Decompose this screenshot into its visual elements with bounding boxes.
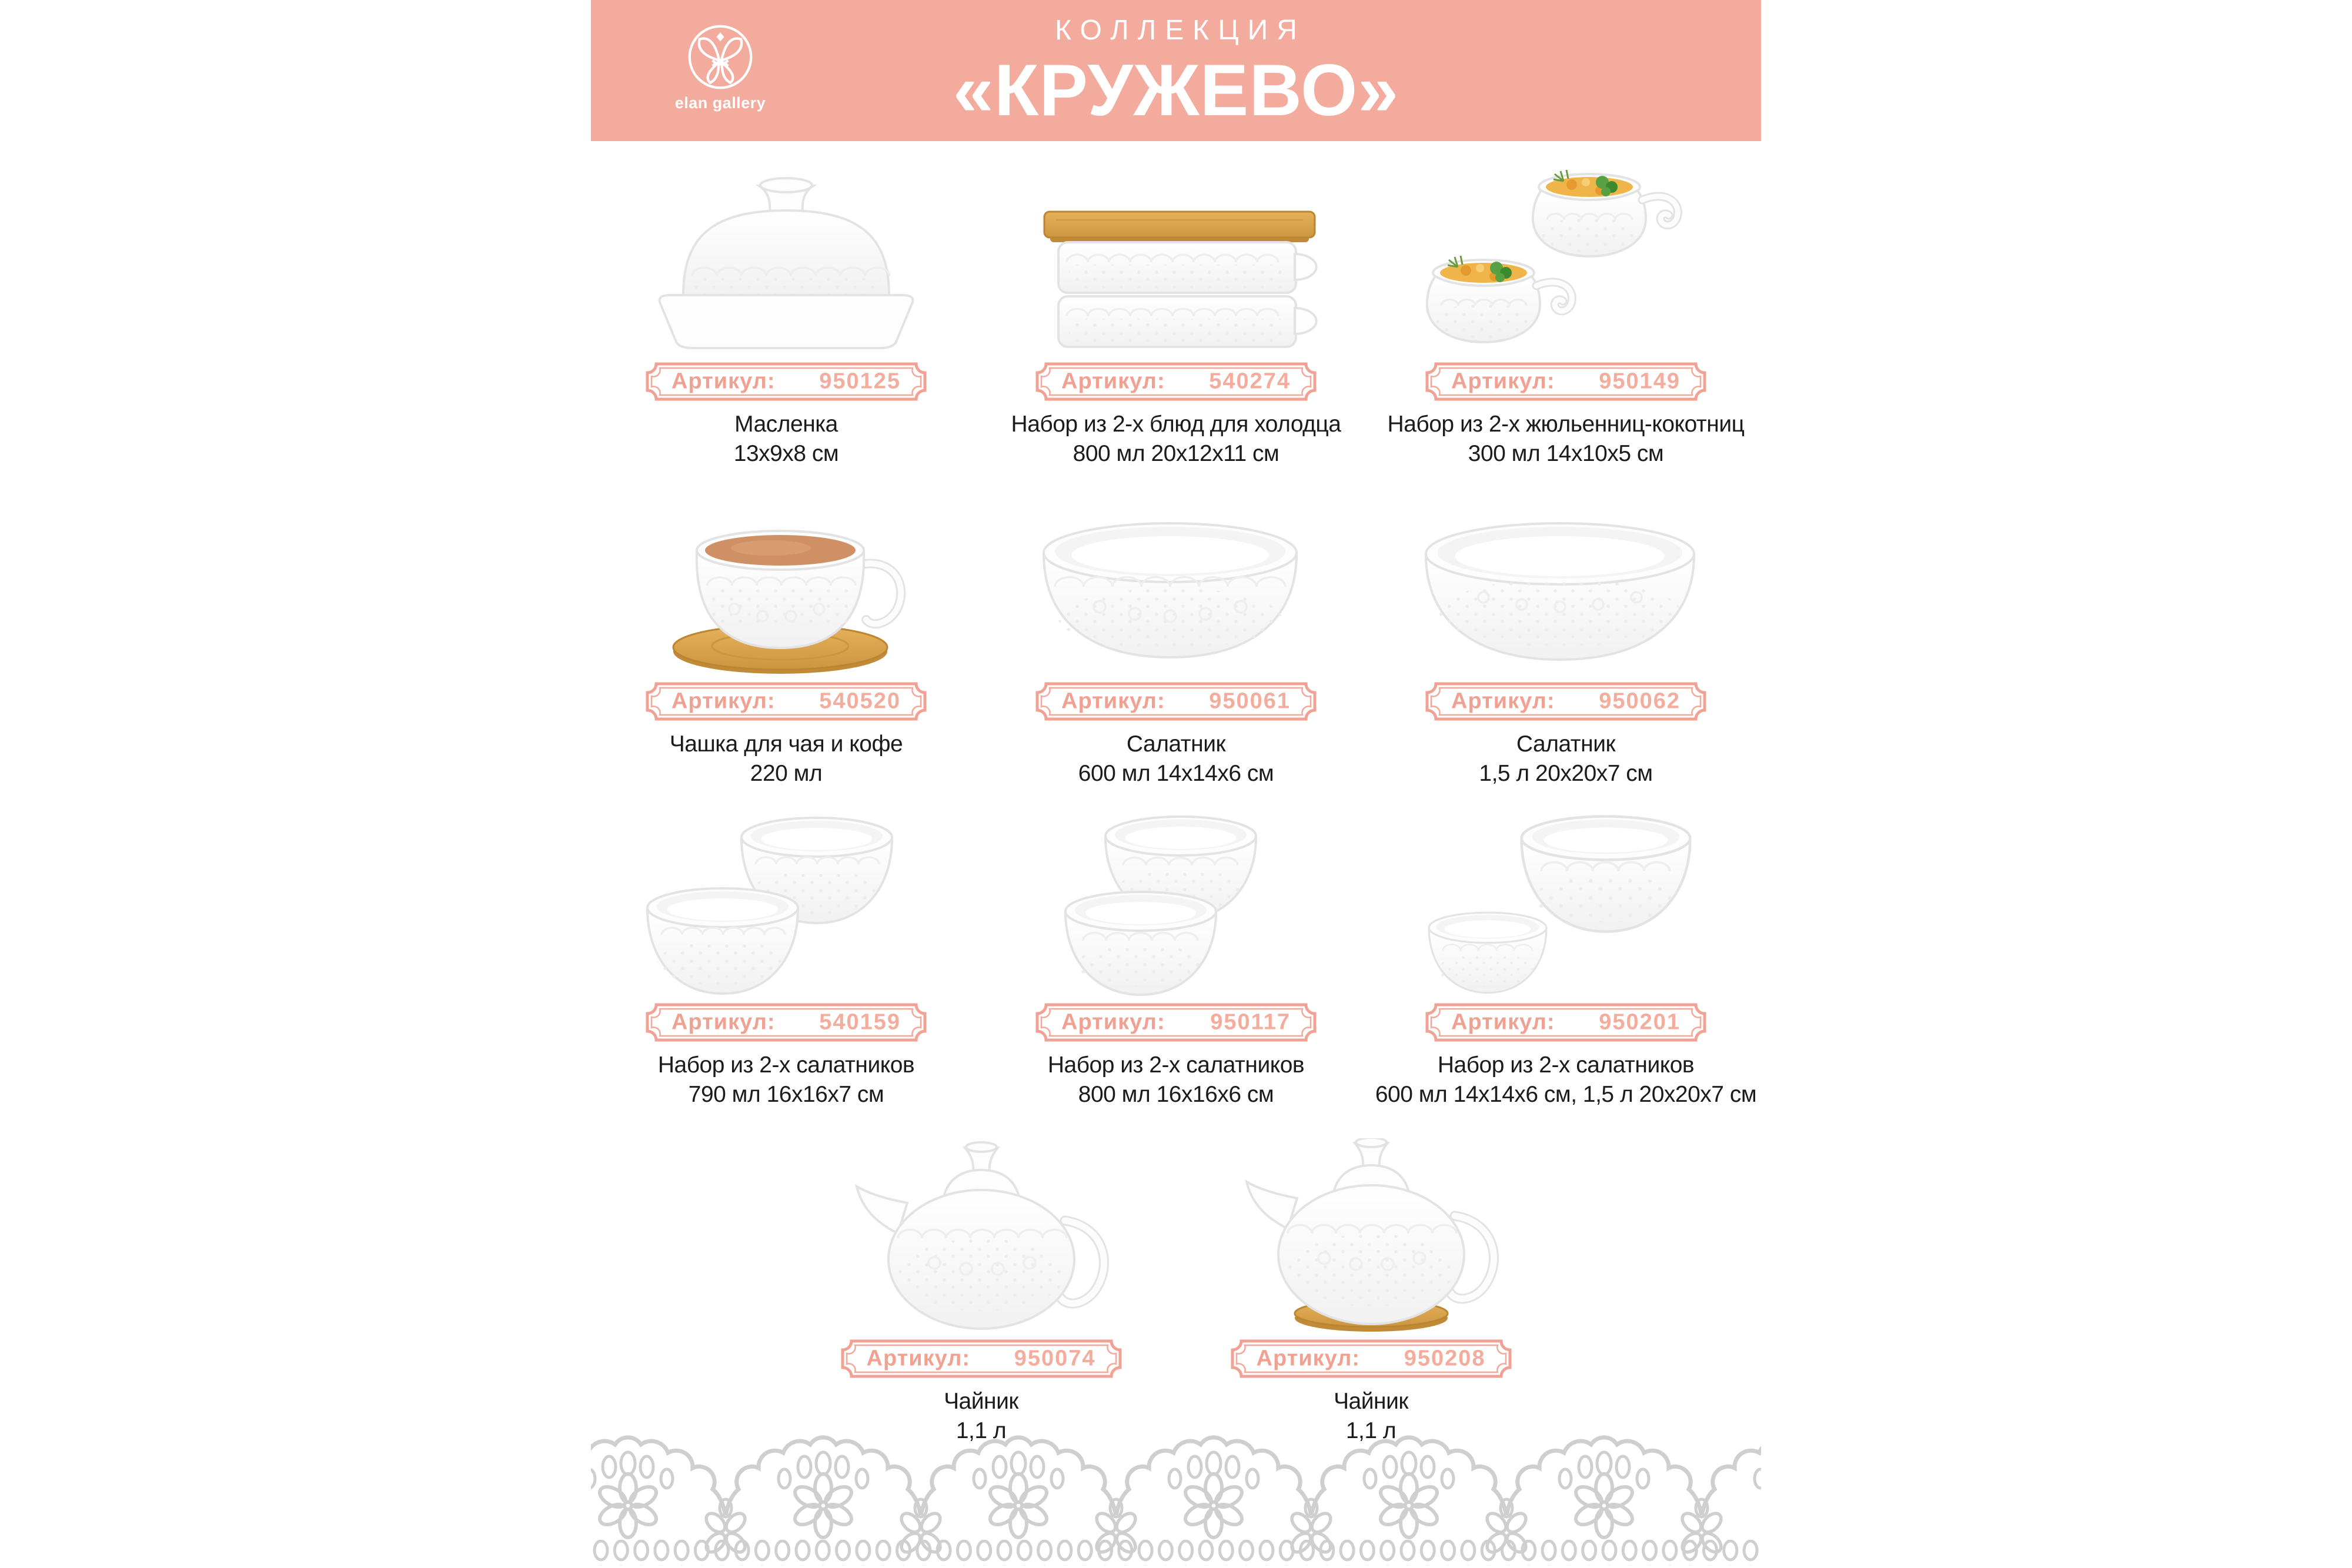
product-image-salad-bowl-1500 [1384,503,1748,675]
article-badge [1034,1002,1318,1043]
article-badge [840,1338,1123,1379]
product-image-teapot [799,1138,1164,1332]
article-badge [1424,681,1708,722]
article-label: Артикул: [1256,1346,1361,1371]
product-dims: 600 мл 14х14х6 см [1078,761,1274,786]
product-dims: 1,5 л 20х20х7 см [1479,761,1653,786]
product-dims: 790 мл 16х16х7 см [688,1082,884,1107]
product-card [1371,503,1761,787]
article-label: Артикул: [1451,1009,1555,1035]
header-banner [591,0,1761,141]
product-name: Набор из 2-х жюльенниц-кокотниц [1387,412,1745,437]
article-badge [1424,1002,1708,1043]
product-name: Чашка для чая и кофе [669,731,903,757]
product-card [786,1138,1176,1444]
article-number: 950061 [1209,688,1291,714]
article-label: Артикул: [671,688,776,714]
product-dims: 800 мл 16х16х6 см [1078,1082,1274,1107]
article-number: 950117 [1210,1009,1291,1035]
article-number: 950201 [1599,1009,1681,1035]
product-row-2 [591,503,1761,787]
product-card [981,809,1371,1108]
article-badge [1230,1338,1513,1379]
product-image-bowl-set-a [604,809,968,996]
product-row-3 [591,809,1761,1108]
article-label: Артикул: [1061,1009,1165,1035]
product-name: Набор из 2-х салатников [657,1052,915,1078]
product-name: Чайник [1334,1389,1408,1414]
product-card [1176,1138,1566,1444]
article-label: Артикул: [1061,369,1165,394]
article-label: Артикул: [671,1009,776,1035]
product-image-bowl-set-b [994,809,1358,996]
article-label: Артикул: [866,1346,971,1371]
product-dims: 800 мл 20х12х11 см [1073,441,1279,466]
product-image-tea-cup [604,503,968,675]
collection-label: КОЛЛЕКЦИЯ [1055,15,1306,46]
product-card [592,809,981,1108]
product-name: Набор из 2-х блюд для холодца [1011,412,1341,437]
article-number: 540520 [819,688,901,714]
article-number: 950062 [1599,688,1681,714]
article-label: Артикул: [1451,369,1555,394]
article-badge [1424,361,1708,402]
product-image-cold-dish-set [994,161,1358,355]
product-dims: 1,1 л [956,1418,1007,1443]
product-row-4 [591,1138,1761,1444]
product-image-butter-dish [604,161,968,355]
product-image-cocotte-set [1384,161,1748,355]
product-image-salad-bowl-600 [994,503,1358,675]
article-badge [644,681,928,722]
product-dims: 1,1 л [1345,1418,1396,1443]
product-name: Салатник [1516,731,1616,757]
product-dims: 220 мл [750,761,823,786]
product-dims: 13х9х8 см [733,441,839,466]
product-card [981,503,1371,787]
article-number: 540274 [1209,369,1291,394]
product-row-1 [591,161,1761,467]
article-label: Артикул: [1451,688,1555,714]
product-name: Набор из 2-х салатников [1437,1052,1695,1078]
product-card [592,161,981,467]
butterfly-logo-icon [687,24,754,91]
article-label: Артикул: [671,369,776,394]
article-badge [644,1002,928,1043]
product-name: Салатник [1126,731,1226,757]
product-name: Чайник [944,1389,1018,1414]
brand-name: elan gallery [674,94,766,112]
product-card [592,503,981,787]
lace-border-decoration [591,1434,1761,1566]
brand-logo [673,24,767,112]
product-name: Набор из 2-х салатников [1047,1052,1305,1078]
product-dims: 300 мл 14х10х5 см [1468,441,1664,466]
product-card [981,161,1371,467]
product-dims: 600 мл 14х14х6 см, 1,5 л 20х20х7 см [1375,1082,1757,1107]
collection-title: «КРУЖЕВО» [953,50,1399,131]
article-badge [1034,361,1318,402]
article-badge [644,361,928,402]
article-number: 950208 [1404,1346,1486,1371]
article-number: 950125 [819,369,901,394]
product-card [1371,809,1761,1108]
product-card [1371,161,1761,467]
product-name: Масленка [734,412,838,437]
catalog-page [591,0,1761,1568]
article-label: Артикул: [1061,688,1165,714]
product-image-bowl-set-c [1384,809,1748,996]
product-image-teapot-trivet [1189,1138,1553,1332]
article-number: 950074 [1014,1346,1096,1371]
article-badge [1034,681,1318,722]
article-number: 950149 [1599,369,1681,394]
article-number: 540159 [819,1009,901,1035]
